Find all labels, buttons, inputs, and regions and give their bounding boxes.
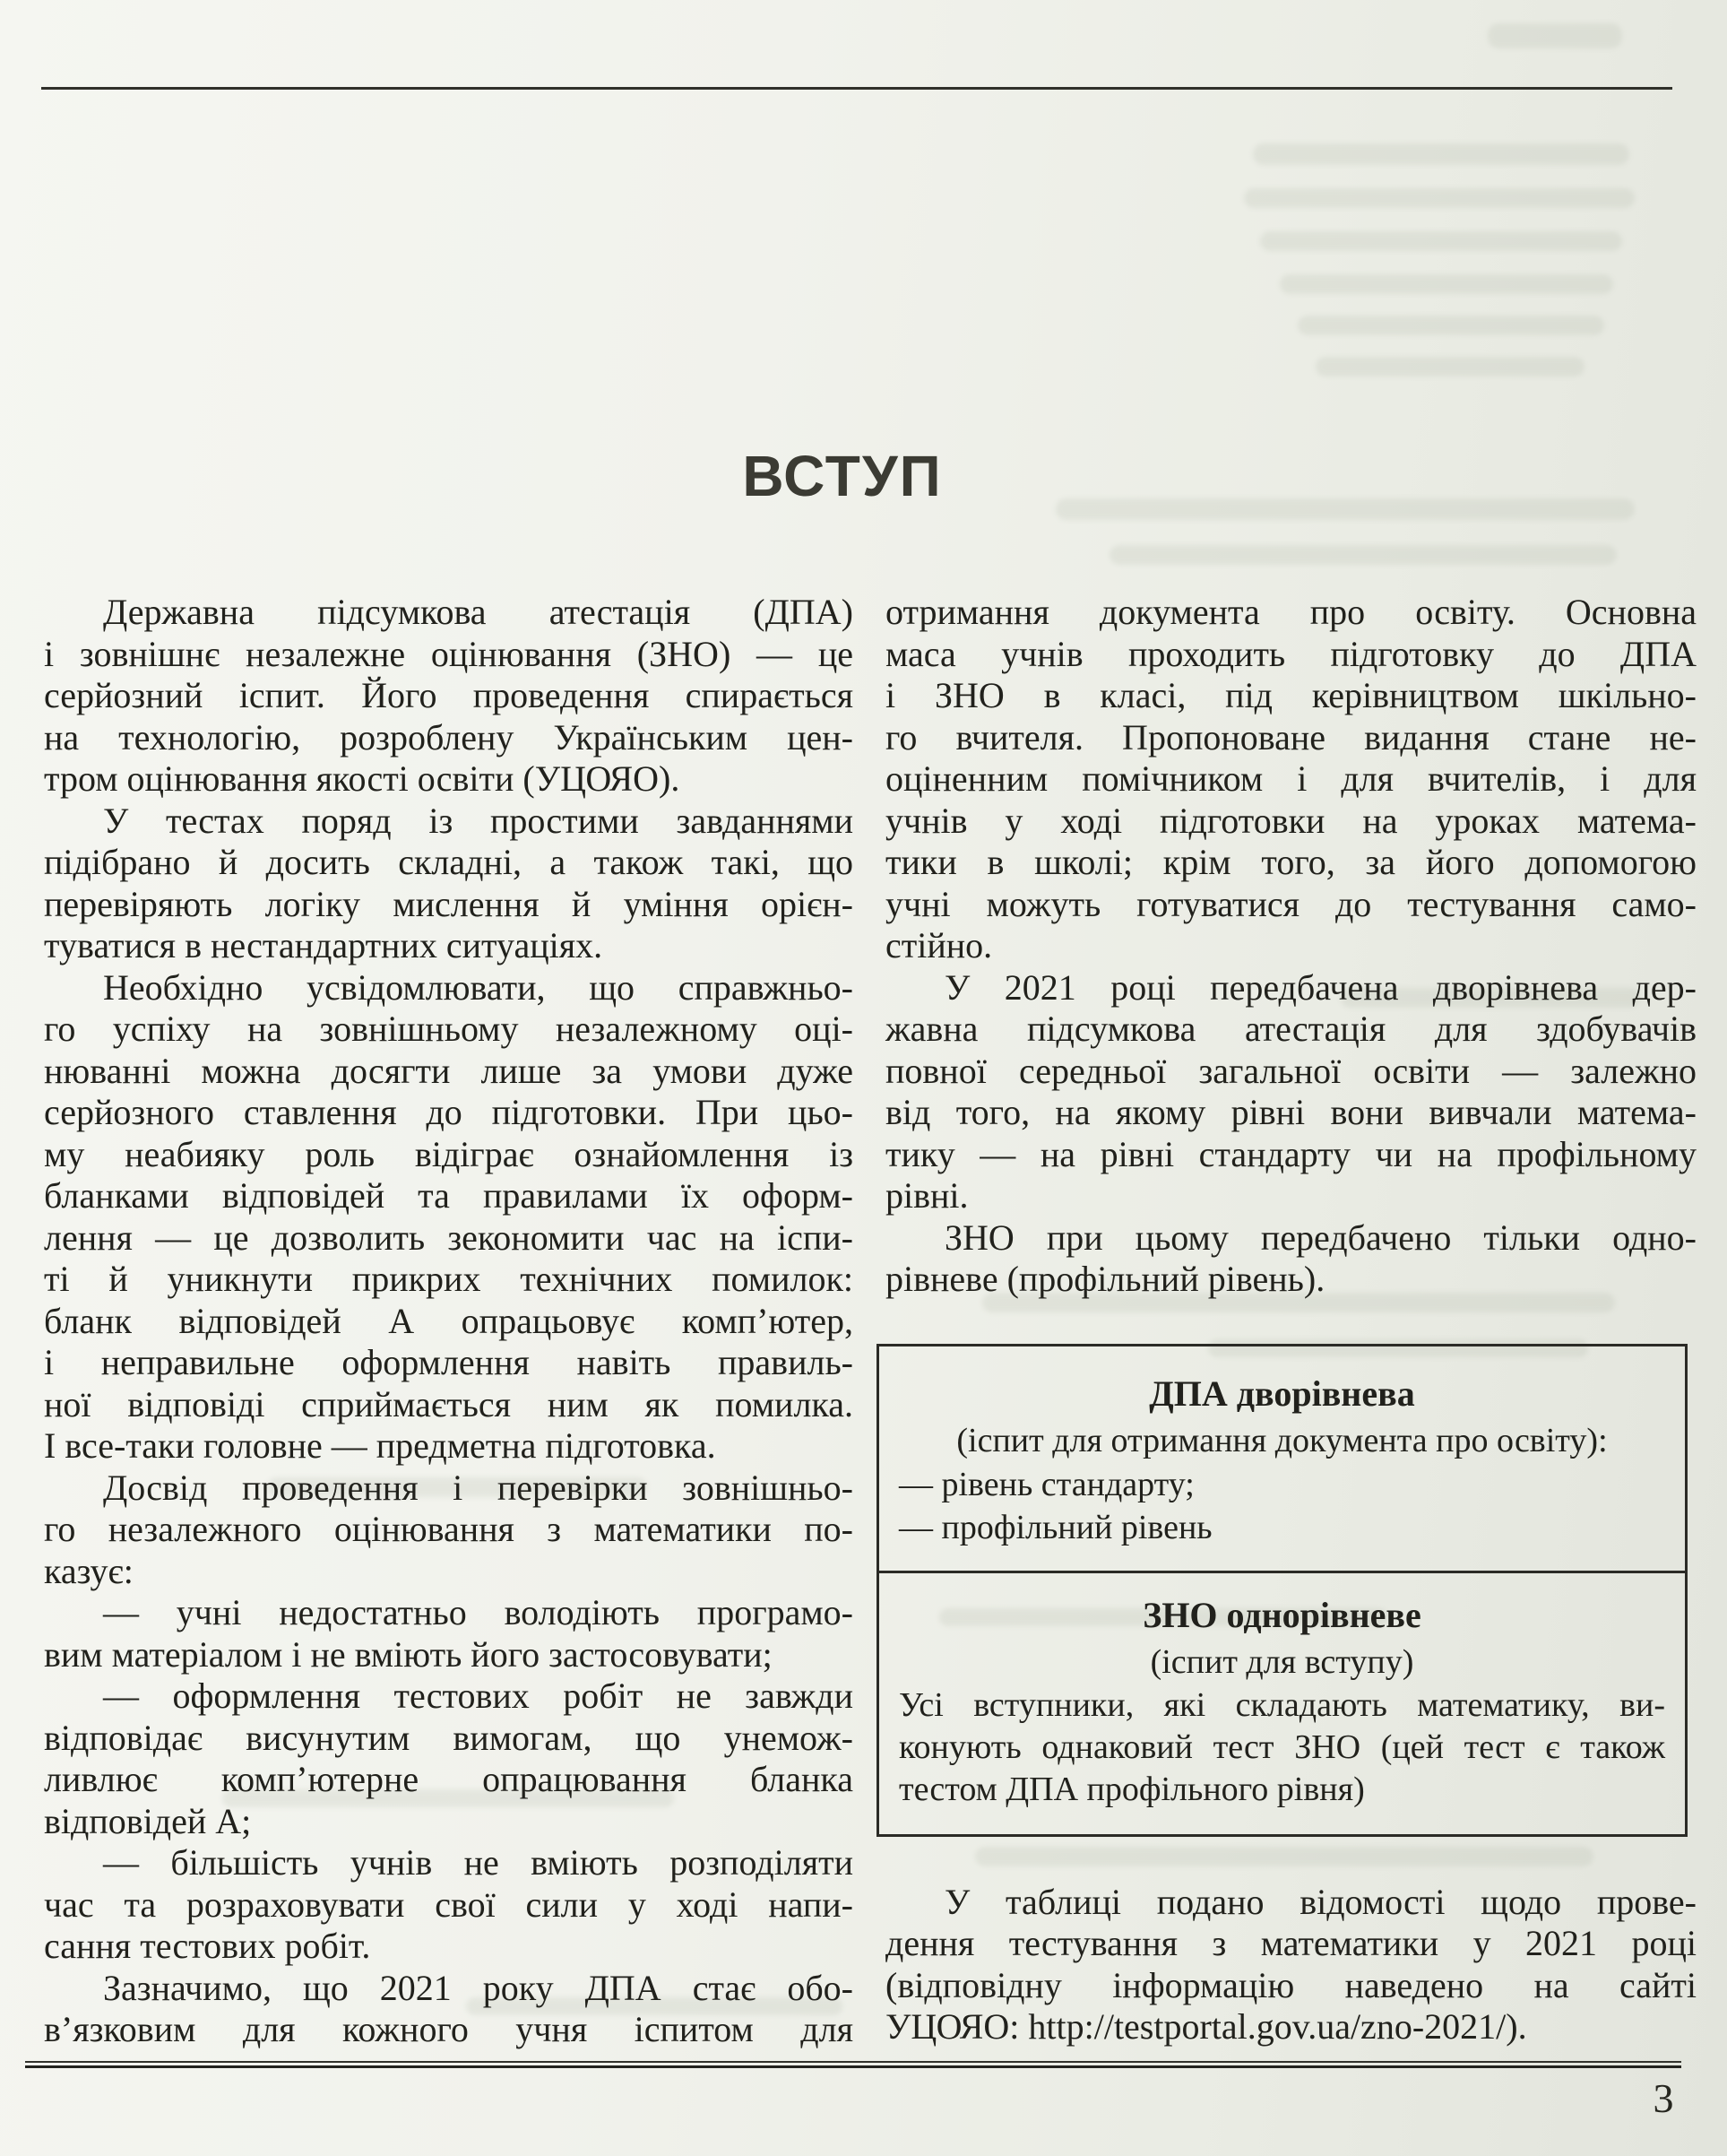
text-line: в’язковим для кожного учня іспитом для	[44, 2009, 853, 2049]
text-line: тику — на рівні стандарту чи на профільному	[885, 1133, 1697, 1174]
text-line: Досвід проведення і перевірки зовнішньо-	[103, 1467, 853, 1508]
text-line: учнів у ході підготовки на уроках матема-	[885, 800, 1697, 841]
text-line: ЗНО при цьому передбачено тільки одно-	[945, 1217, 1697, 1258]
right-column-text-top	[885, 592, 1697, 1301]
zno-section-heading: ЗНО однорівневе	[1143, 1594, 1421, 1635]
text-line: го незалежного оцінювання з математики по-	[44, 1509, 853, 1549]
text-line: казує:	[44, 1550, 134, 1591]
text-line: і зовнішнє незалежне оцінювання (ЗНО) — це	[44, 633, 853, 674]
text-line: відповідей А;	[44, 1800, 252, 1841]
dpa-level-item: — профільний рівень	[899, 1508, 1213, 1546]
text-line: го успіху на зовнішньому незалежному оці-	[44, 1009, 853, 1049]
text-line: і ЗНО в класі, під керівництвом шкільно-	[885, 675, 1697, 715]
text-line: му неабияку роль відіграє ознайомлення із	[44, 1133, 853, 1174]
text-line: серйозного ставлення до підготовки. При цьо-	[44, 1092, 853, 1132]
text-line: У тестах поряд із простими завданнями	[103, 800, 853, 841]
dpa-section	[879, 1346, 1685, 1571]
right-column-text-bottom	[885, 1882, 1697, 2048]
text-line: серйозний іспит. Його проведення спирається	[44, 675, 853, 715]
ghost-smudge	[1488, 23, 1622, 48]
text-line: час та розраховувати свої сили у ході напи-	[44, 1883, 853, 1925]
ghost-smudge	[1253, 143, 1629, 165]
text-line: ної відповіді сприймається ним як помилка.	[44, 1383, 853, 1424]
ghost-smudge	[1298, 316, 1604, 335]
zno-text-line: Усі вступники, які складають математику, ви-	[899, 1685, 1665, 1724]
text-line: — оформлення тестових робіт не завжди	[103, 1675, 853, 1716]
text-line: І все-таки головне — предметна підготовка.	[44, 1425, 716, 1466]
text-line: Державна підсумкова атестація (ДПА)	[103, 592, 853, 632]
right-column	[885, 592, 1697, 2048]
text-line: вим матеріалом і не вміють його застосовувати;	[44, 1633, 773, 1675]
text-line: го вчителя. Пропоноване видання стане не-	[885, 716, 1697, 758]
text-line: отримання документа про освіту. Основна	[885, 592, 1697, 632]
zno-section-subheading: (іспит для вступу)	[1150, 1642, 1414, 1681]
page-number: 3	[1653, 2075, 1674, 2121]
text-line: нюванні можна досягти лише за умови дуже	[44, 1050, 853, 1091]
info-box	[876, 1344, 1688, 1837]
text-line: — більшість учнів не вміють розподіляти	[103, 1842, 853, 1883]
text-line: відповідає висунутим вимогам, що унемож-	[44, 1717, 853, 1758]
top-rule	[41, 87, 1672, 90]
dpa-section-subheading: (іспит для отримання документа про освіту):	[956, 1421, 1608, 1459]
zno-section	[879, 1571, 1685, 1834]
zno-section-text	[899, 1684, 1665, 1811]
text-line: ливлює комп’ютерне опрацювання бланка	[44, 1759, 853, 1799]
text-line: маса учнів проходить підготовку до ДПА	[885, 633, 1697, 674]
left-column	[44, 592, 853, 2051]
text-line: бланк відповідей А опрацьовує комп’ютер,	[44, 1300, 853, 1341]
zno-text-line: конують однаковий тест ЗНО (цей тест є також	[899, 1727, 1665, 1766]
text-line: лення — це дозволить зекономити час на іспи-	[44, 1217, 853, 1258]
zno-text-line: тестом ДПА профільного рівня)	[899, 1770, 1365, 1808]
text-line: дення тестування з математики у 2021 році	[885, 1923, 1697, 1963]
ghost-smudge	[1280, 274, 1613, 294]
text-line: У 2021 році передбачена дворівнева дер-	[945, 966, 1697, 1008]
text-line: оціненним помічником і для вчителів, і для	[885, 758, 1697, 799]
page-title: ВСТУП	[742, 444, 943, 508]
text-line: — учні недостатньо володіють програмо-	[103, 1592, 853, 1632]
dpa-section-items	[899, 1463, 1665, 1549]
text-line: рівневе (профільний рівень).	[885, 1259, 1325, 1299]
text-line: від того, на якому рівні вони вивчали матема-	[885, 1092, 1697, 1132]
text-line: тром оцінювання якості освіти (УЦОЯО).	[44, 758, 680, 799]
ghost-smudge	[1110, 545, 1617, 565]
ghost-smudge	[1244, 188, 1635, 208]
text-line: тики в школі; крім того, за його допомогою	[885, 842, 1697, 882]
text-line: Необхідно усвідомлювати, що справжньо-	[103, 966, 853, 1008]
text-line: бланками відповідей та правилами їх оформ-	[44, 1175, 853, 1216]
text-line: повної середньої загальної освіти — залежно	[885, 1050, 1697, 1091]
text-line: У таблиці подано відомості щодо прове-	[945, 1881, 1697, 1922]
footer-rule	[25, 2061, 1681, 2068]
text-line: учні можуть готуватися до тестування само-	[885, 883, 1697, 924]
text-line: (відповідну інформацію наведено на сайті	[885, 1964, 1697, 2005]
text-line: жавна підсумкова атестація для здобувачів	[885, 1009, 1697, 1049]
text-line: стійно.	[885, 925, 993, 965]
ghost-smudge	[1260, 231, 1622, 251]
text-line: ті й уникнути прикрих технічних помилок:	[44, 1259, 853, 1299]
text-line: туватися в нестандартних ситуаціях.	[44, 925, 603, 965]
text-line: підібрано й досить складні, а також такі, що	[44, 842, 853, 882]
ghost-smudge	[1316, 357, 1585, 377]
dpa-section-heading: ДПА дворівнева	[1149, 1372, 1415, 1414]
text-line: УЦОЯО: http://testportal.gov.ua/zno-2021/).	[885, 2006, 1527, 2047]
text-line: Зазначимо, що 2021 року ДПА стає обо-	[103, 1967, 853, 2008]
text-line: і неправильне оформлення навіть правиль-	[44, 1342, 853, 1382]
text-line: сання тестових робіт.	[44, 1926, 371, 1966]
text-line: рівні.	[885, 1175, 969, 1216]
text-line: на технологію, розроблену Українським цен-	[44, 716, 853, 758]
dpa-level-item: — рівень стандарту;	[899, 1465, 1195, 1503]
text-line: перевіряють логіку мислення й уміння орієн-	[44, 883, 853, 924]
